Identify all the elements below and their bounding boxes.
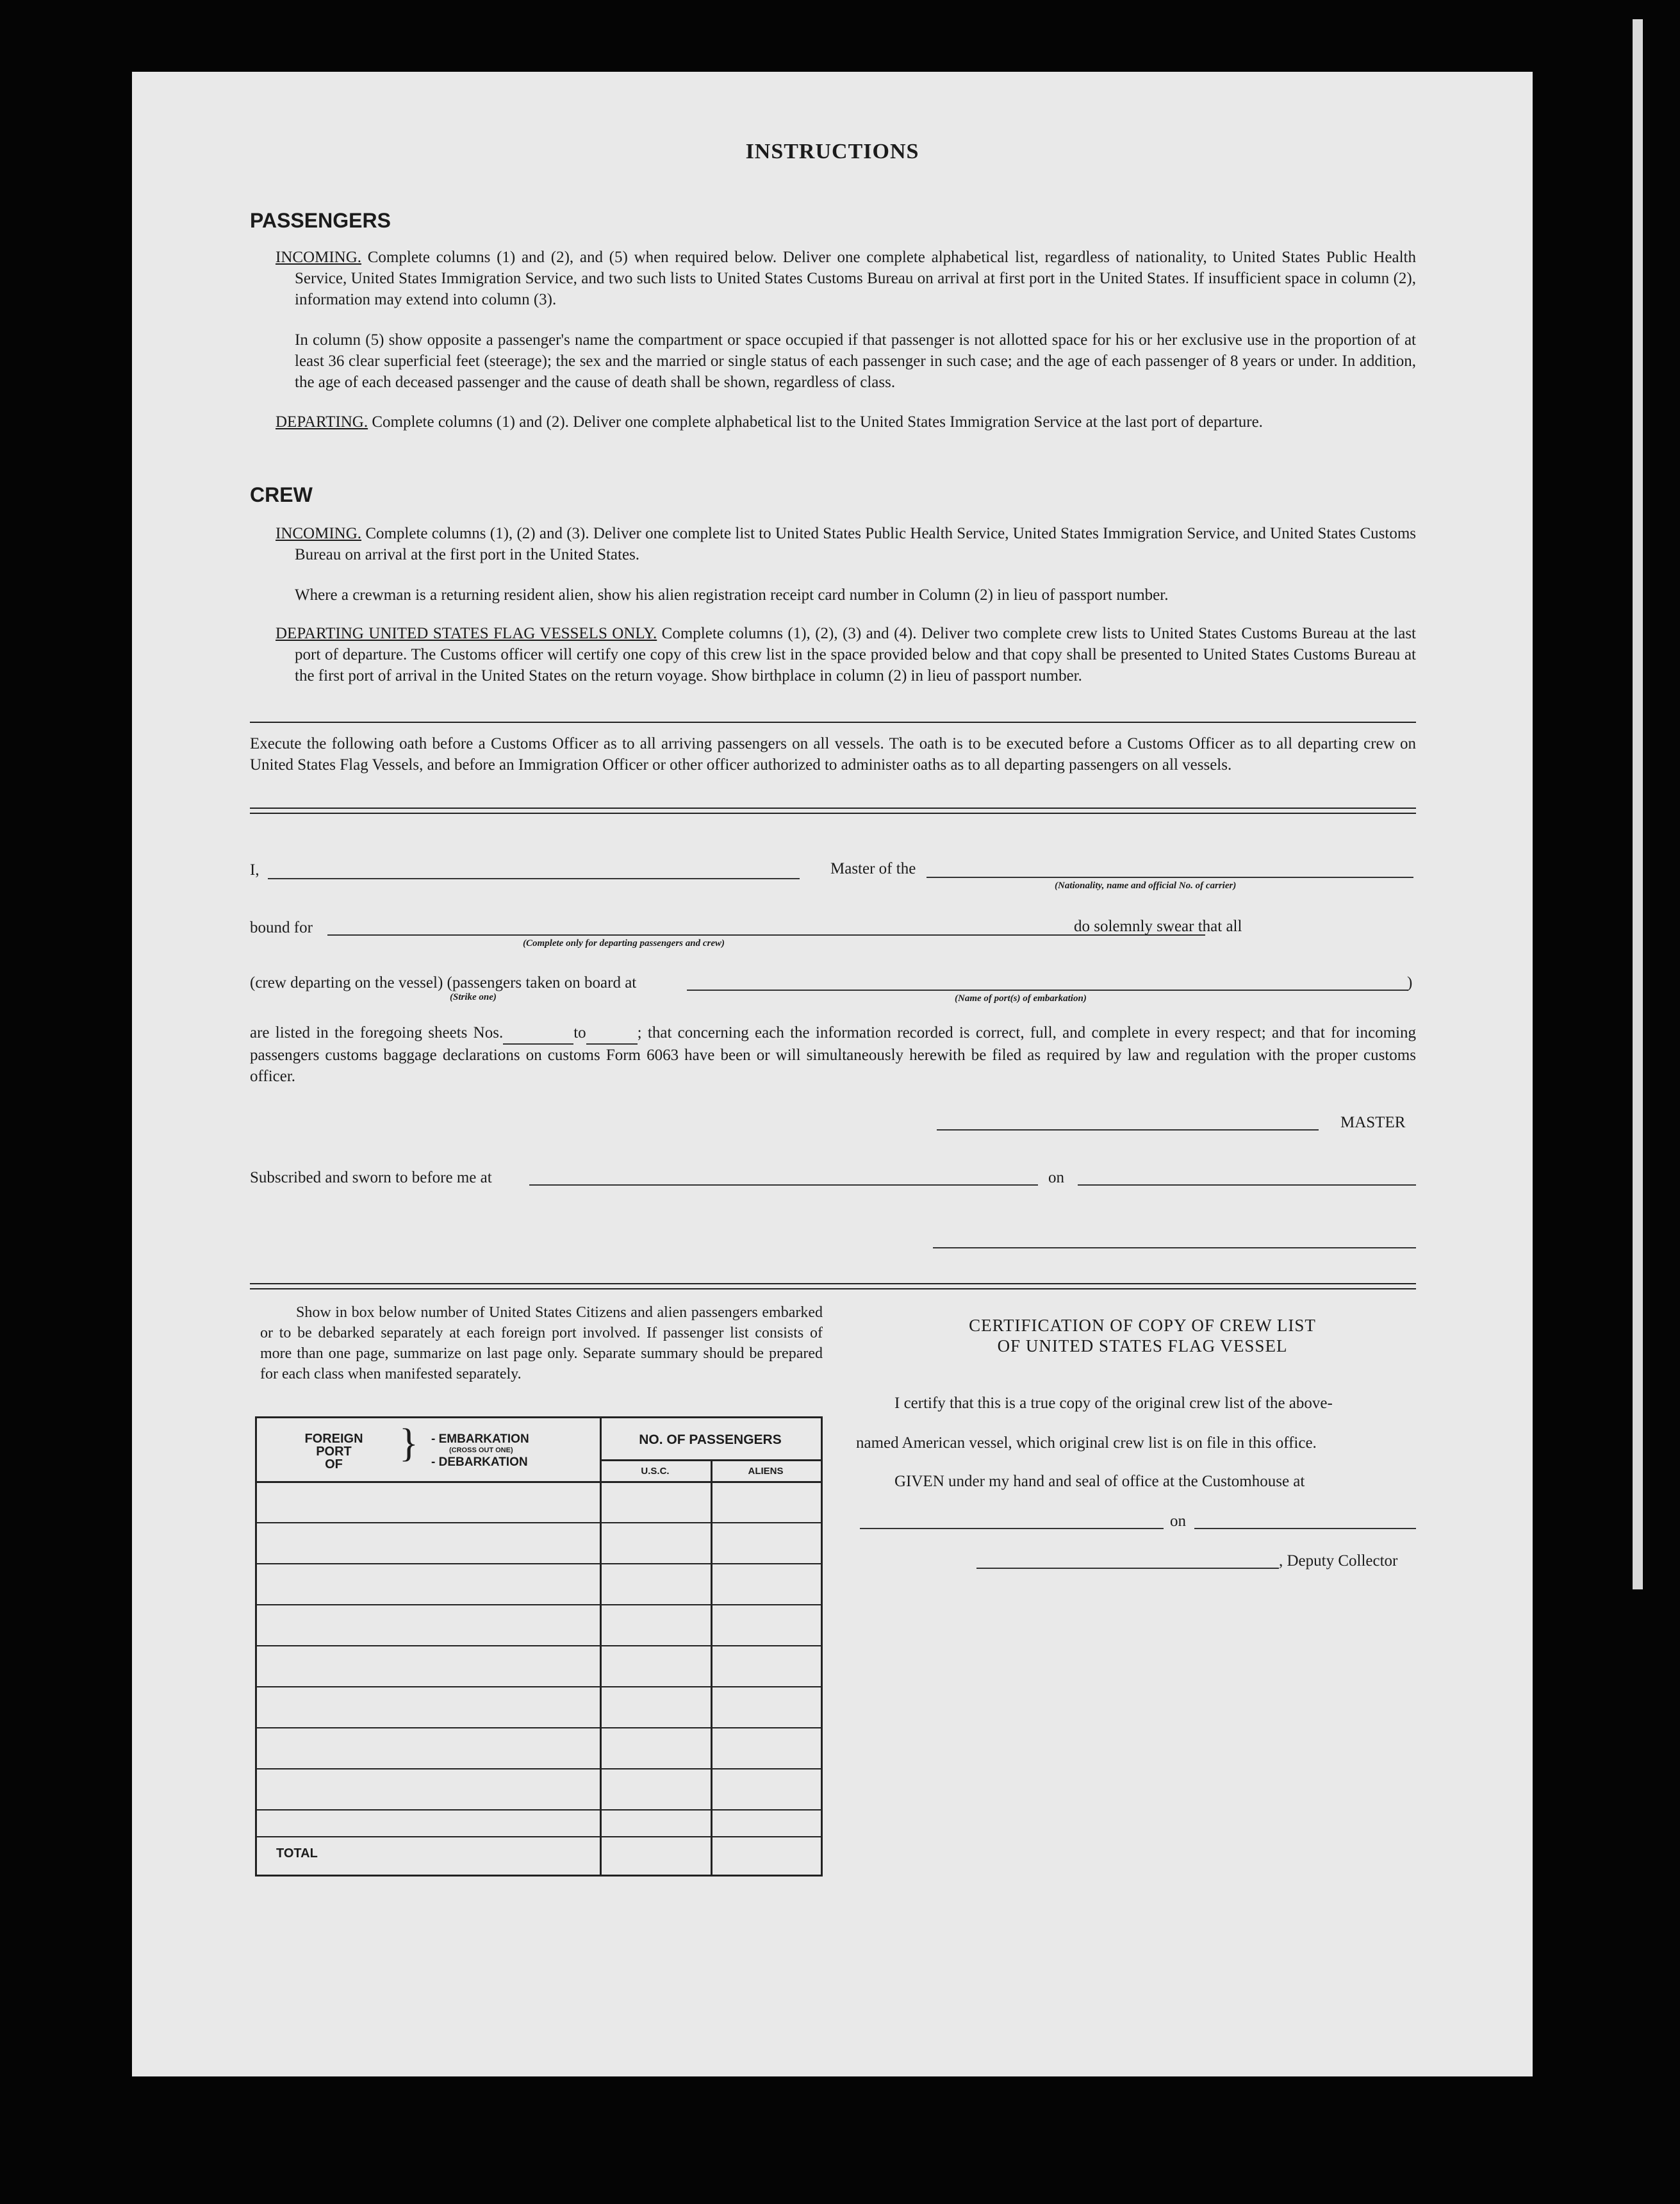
total-label: TOTAL (276, 1846, 318, 1860)
listed-to: to (573, 1024, 586, 1041)
ports-line[interactable] (687, 990, 1408, 991)
foreign-label: FOREIGN (304, 1432, 363, 1446)
master-name-line[interactable] (268, 878, 800, 879)
form-sheet (132, 72, 1533, 2076)
usc-header: U.S.C. (641, 1466, 670, 1477)
summary-text: Show in box below number of United States Citizens and alien passengers embarked or to be debarked separately at each foreign port involved. If passenger list consists of more than one page, summarize on last page only. Separate summary should be prepared for each class when manifested separately. (260, 1304, 823, 1382)
passengers-departing (276, 411, 1416, 433)
bound-for: bound for (250, 919, 313, 936)
listed-a: are listed in the foregoing sheets Nos. (250, 1024, 504, 1041)
oath-intro: Execute the following oath before a Customs Officer as to all arriving passengers on all vessels. The oath is to be executed before a Customs Officer as to all departing crew on United States Flag Vessels, and before an Immigration Officer or other officer authorized to administer oaths as to all departing passengers on all vessels. (250, 735, 1416, 774)
crew-incoming-text: Complete columns (1), (2) and (3). Deliver one complete list to United States Public Health Service, United States Immigration Service, and United States Customs Bureau on arrival at the first port in the United States. (295, 525, 1417, 563)
cert-on: on (1170, 1512, 1186, 1530)
crew-departing-strike: (crew departing on the vessel) (passengers taken on board at (250, 974, 637, 991)
col-divider-1 (600, 1418, 602, 1875)
double-rule-2-bottom (250, 1288, 1416, 1289)
passenger-summary-table (255, 1416, 823, 1877)
officer-signature-line[interactable] (933, 1247, 1416, 1248)
cross-out-note: (CROSS OUT ONE) (449, 1446, 513, 1454)
subscribed-text: Subscribed and sworn to before me at (250, 1169, 492, 1186)
cert-title-1: CERTIFICATION OF COPY OF CREW LIST (969, 1316, 1316, 1335)
divider (250, 722, 1416, 723)
of-label: OF (325, 1457, 343, 1471)
total-row-rule (257, 1836, 821, 1837)
subscribed-on: on (1048, 1169, 1064, 1186)
swear-text: do solemnly swear that all (1074, 918, 1242, 935)
table-row[interactable] (257, 1686, 821, 1687)
deputy-collector: , Deputy Collector (1279, 1552, 1398, 1570)
header-rule (257, 1481, 821, 1483)
master-of-the: Master of the (830, 860, 916, 877)
film-edge (1633, 19, 1643, 1589)
cert-title (869, 1315, 1416, 1356)
embarkation-label: - EMBARKATION (431, 1432, 529, 1446)
carrier-line[interactable] (926, 877, 1413, 878)
passengers-incoming-label: INCOMING. (276, 249, 362, 266)
cert-date-line[interactable] (1194, 1528, 1416, 1529)
cert-title-2: OF UNITED STATES FLAG VESSEL (997, 1336, 1288, 1355)
table-row[interactable] (257, 1727, 821, 1728)
passengers-incoming-text: Complete columns (1) and (2), and (5) when required below. Deliver one complete alphabetical list, regardless of nationality, to United States Public Health Service, United States Immigration Service, and two such lists to United States Customs Bureau on arrival at first port in the United States. If insufficient space in column (2), information may extend into column (3). (295, 249, 1417, 308)
table-row[interactable] (257, 1809, 821, 1810)
crew-resident-note: Where a crewman is a returning resident alien, show his alien registration receipt card number in Column (2) in lieu of passport number. (295, 586, 1169, 604)
subheader-rule (600, 1459, 821, 1461)
debarkation-label: - DEBARKATION (431, 1455, 528, 1469)
table-row[interactable] (257, 1645, 821, 1646)
crew-incoming (276, 523, 1416, 565)
passengers-departing-label: DEPARTING. (276, 413, 368, 431)
sheet-to-blank[interactable] (586, 1022, 638, 1045)
nationality-note: (Nationality, name and official No. of carrier) (1055, 881, 1237, 891)
crew-heading: CREW (250, 483, 313, 506)
page-title: INSTRUCTIONS (745, 140, 919, 163)
customhouse-line[interactable] (860, 1528, 1164, 1529)
master-signature-line[interactable] (937, 1129, 1319, 1131)
deputy-signature-line[interactable] (976, 1568, 1279, 1569)
passengers-incoming (276, 247, 1416, 310)
table-row[interactable] (257, 1768, 821, 1769)
complete-only-note: (Complete only for departing passengers and crew) (523, 938, 725, 949)
no-passengers-header: NO. OF PASSENGERS (639, 1432, 782, 1447)
cert-given: GIVEN under my hand and seal of office at the Customhouse at (894, 1473, 1305, 1490)
double-rule-2-top (250, 1283, 1416, 1284)
port-label: PORT (316, 1445, 352, 1459)
sheet-from-blank[interactable] (503, 1022, 573, 1045)
listed-b: ; that concerning each the information recorded is correct, full, and complete in every respect; and that for incoming passengers customs baggage declarations on customs Form 6063 have been or will simultaneously herewith be filed as required by law and regulation with the proper customs officer. (250, 1024, 1416, 1085)
table-row[interactable] (257, 1604, 821, 1605)
foreign-port-of (302, 1432, 366, 1471)
passengers-departing-text: Complete columns (1) and (2). Deliver one complete alphabetical list to the United States Immigration Service at the last port of departure. (372, 413, 1263, 431)
passengers-heading: PASSENGERS (250, 209, 391, 232)
crew-departing-label: DEPARTING UNITED STATES FLAG VESSELS ONLY. (276, 625, 657, 642)
close-paren: ) (1407, 974, 1413, 991)
table-row[interactable] (257, 1563, 821, 1564)
master-label: MASTER (1340, 1114, 1406, 1131)
double-rule-top (250, 808, 1416, 809)
table-row[interactable] (257, 1522, 821, 1523)
crew-incoming-label: INCOMING. (276, 525, 362, 542)
brace: } (399, 1421, 418, 1465)
listed-sheets (250, 1022, 1416, 1087)
cert-line-1: I certify that this is a true copy of the original crew list of the above- (894, 1395, 1333, 1412)
double-rule-bottom (250, 813, 1416, 814)
passengers-column5: In column (5) show opposite a passenger's name the compartment or space occupied if that passenger is not allotted space for his or her exclusive use in the proportion of at least 36 clear superficial feet (steerage); the sex and the married or single status of each passenger in such case; and the age of each passenger of 8 years or under. In addition, the age of each deceased passenger and the cause of death shall be shown, regardless of class. (295, 331, 1416, 391)
ports-note: (Name of port(s) of embarkation) (955, 993, 1087, 1004)
crew-departing (276, 623, 1416, 686)
crew-departing-text: Complete columns (1), (2), (3) and (4). Deliver two complete crew lists to United States Customs Bureau at the last port of departure. The Customs officer will certify one copy of this crew list in the space provided below and that copy shall be presented to United States Customs Bureau at the first port of arrival in the United States on the return voyage. Show birthplace in column (2) in lieu of passport number. (295, 625, 1417, 684)
cert-line-2: named American vessel, which original crew list is on file in this office. (856, 1434, 1317, 1452)
subscribed-date-line[interactable] (1078, 1184, 1416, 1186)
oath-i: I, (250, 861, 259, 879)
subscribed-place-line[interactable] (529, 1184, 1038, 1186)
aliens-header: ALIENS (748, 1466, 784, 1477)
strike-one-note: (Strike one) (450, 992, 497, 1002)
